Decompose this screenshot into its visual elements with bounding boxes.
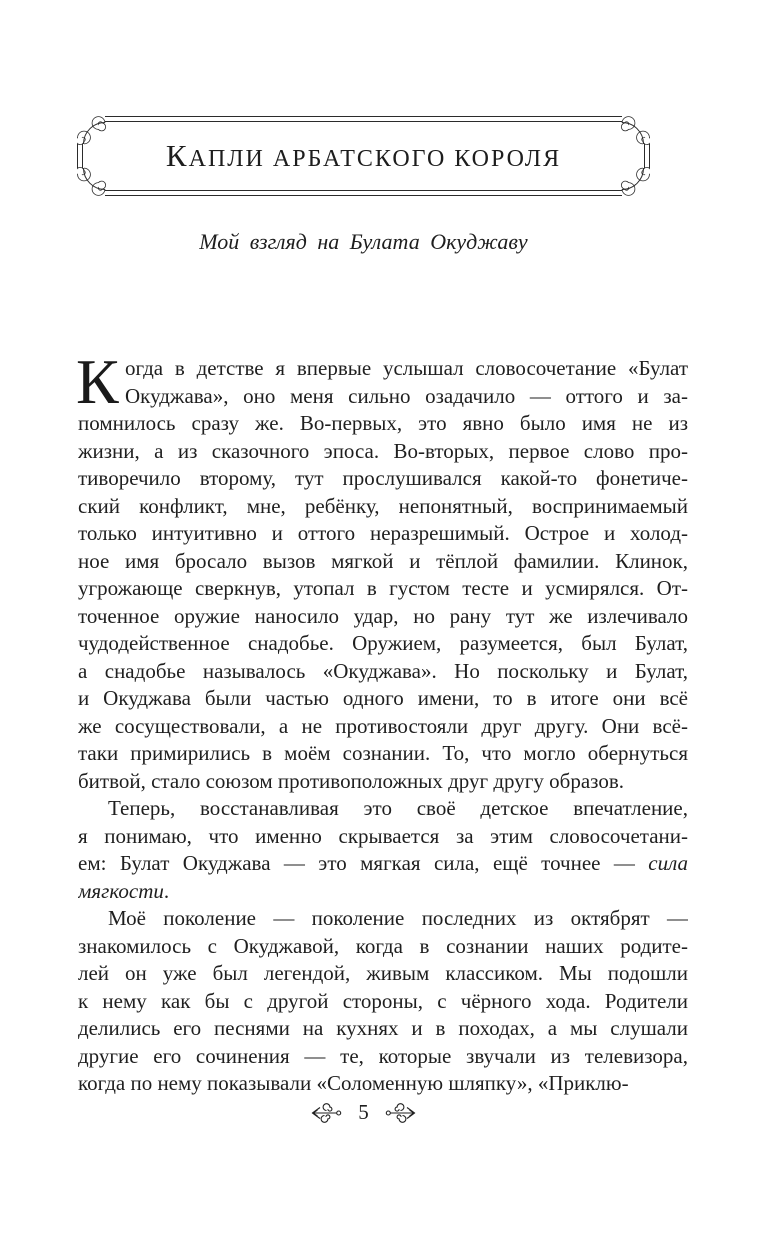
text-line: угрожающе сверкнув, утопал в густом тесте и усмирялся. От- xyxy=(78,576,688,600)
text-line: лей он уже был легендой, живым классиком. Мы подошли xyxy=(78,961,688,985)
title-frame xyxy=(77,116,650,196)
text-line: помнилось сразу же. Во-первых, это явно было имя не из xyxy=(78,411,688,435)
fleuron-right-icon xyxy=(385,1102,417,1124)
text-line: когда по нему показывали «Соломенную шляпку», «Приклю- xyxy=(78,1071,629,1095)
text-line: знакомилось с Окуджавой, когда в сознании наших родите- xyxy=(78,933,688,958)
text-line: Окуджава», оно меня сильно озадачило — оттого и за- xyxy=(125,383,688,408)
text-line: я понимаю, что именно скрывается за этим словосочетани- xyxy=(78,823,688,848)
fleuron-left-icon xyxy=(310,1102,342,1124)
paragraph xyxy=(78,905,688,1098)
text-line: ский конфликт, мне, ребёнку, непонятный, воспринимаемый xyxy=(78,493,688,518)
text-line: битвой, стало союзом противоположных друг другу образов. xyxy=(78,768,624,793)
chapter-title: КАПЛИ АРБАТСКОГО КОРОЛЯ xyxy=(165,138,562,173)
text-line: другие его сочинения — те, которые звучали из телевизора, xyxy=(78,1043,688,1068)
text-line: Теперь, восстанавливая это своё детское впечатление, xyxy=(108,796,688,820)
text-line: только интуитивно и оттого неразрешимый. Острое и холод- xyxy=(78,521,688,545)
text-line: и Окуджава были частью одного имени, то в итоге они всё xyxy=(78,686,688,710)
paragraph xyxy=(78,795,688,905)
text-line: жизни, а из сказочного эпоса. Во-вторых, первое слово про- xyxy=(78,438,688,463)
text-line: тиворечило второму, тут прослушивался какой-то фонетиче- xyxy=(78,466,688,490)
page-footer xyxy=(77,1100,650,1125)
text-line: таки примирились в моём сознании. То, что могло обернуться xyxy=(78,741,688,765)
text-line: огда в детстве я впервые услышал словосочетание «Булат xyxy=(125,356,688,380)
text-line: к нему как бы с другой стороны, с чёрного хода. Родители xyxy=(78,988,688,1013)
text-line: чудодейственное снадобье. Оружием, разумеется, был Булат, xyxy=(78,631,688,655)
text-line: а снадобье называлось «Окуджава». Но поскольку и Булат, xyxy=(78,658,688,683)
chapter-subtitle: Мой взгляд на Булата Окуджаву xyxy=(199,229,528,254)
text-line: ное имя бросало вызов мягкой и тёплой фамилии. Клинок, xyxy=(78,548,688,573)
text-line: Моё поколение — поколение последних из октябрят — xyxy=(108,906,688,930)
paragraph xyxy=(76,346,688,795)
text-line: ем: Булат Окуджава — это мягкая сила, ещё точнее — сила xyxy=(78,851,688,875)
page-number: 5 xyxy=(358,1100,369,1124)
body-text xyxy=(76,346,688,1098)
text-line: точенное оружие наносило удар, но рану тут же излечивало xyxy=(78,603,688,628)
text-line: же сосуществовали, а не противостояли друг другу. Они всё- xyxy=(78,713,688,738)
text-line: мягкости. xyxy=(78,878,170,903)
text-line: делились его песнями на кухнях и в походах, а мы слушали xyxy=(78,1016,688,1040)
drop-cap: К xyxy=(76,346,119,417)
